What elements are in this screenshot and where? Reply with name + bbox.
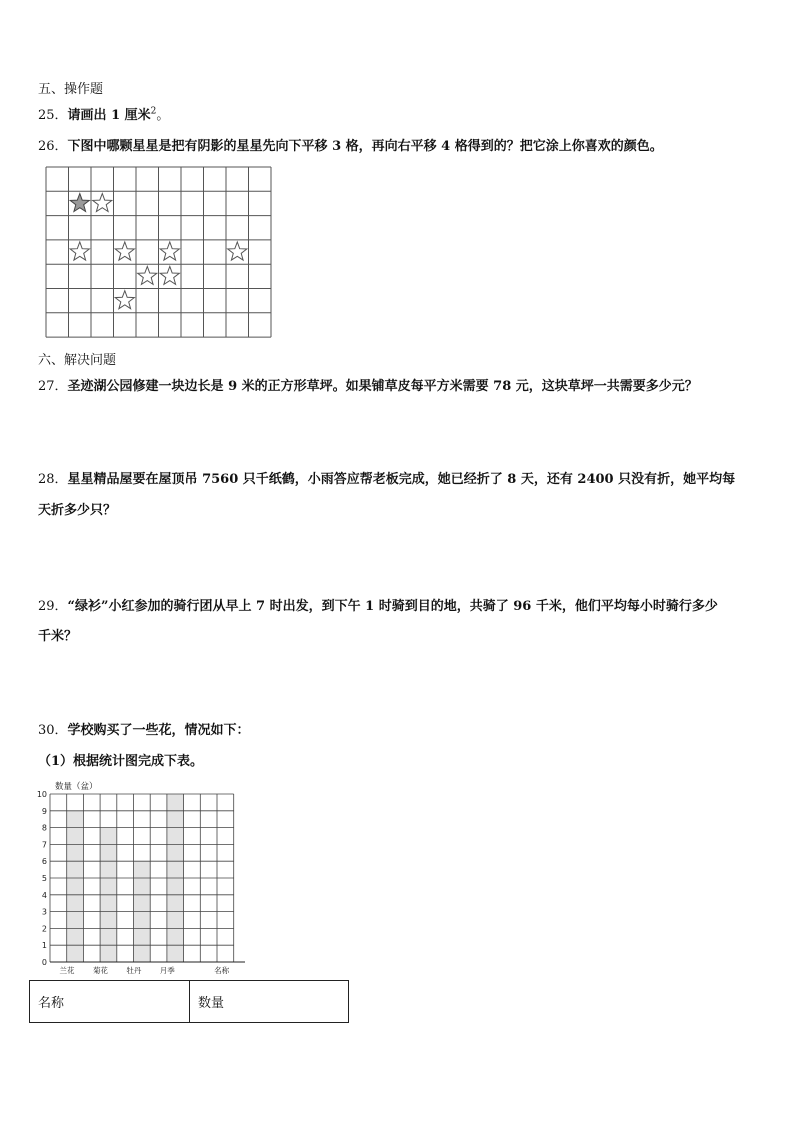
question-number: 25． — [38, 108, 68, 123]
star-outline-icon[interactable] — [115, 242, 134, 260]
table-header-name[interactable]: 名称 — [30, 981, 190, 1023]
question-25 — [38, 104, 169, 123]
question-number: 29． — [38, 599, 68, 614]
table-header-count[interactable]: 数量 — [190, 981, 349, 1023]
star-outline-icon[interactable] — [160, 266, 179, 284]
y-tick-label: 10 — [36, 790, 47, 799]
y-tick-label: 8 — [41, 823, 47, 833]
question-27 — [38, 375, 698, 394]
question-26 — [38, 135, 663, 154]
question-text: 下图中哪颗星星是把有阴影的星星先向下平移 3 格，再向右平移 4 格得到的？把它涂上你喜欢的颜色。 — [67, 139, 663, 154]
y-tick-label: 7 — [41, 840, 47, 850]
star-outline-icon[interactable] — [70, 242, 89, 260]
x-tick-label: 牡丹 — [126, 966, 142, 975]
shaded-star-icon — [70, 194, 89, 212]
question-text-line1: 星星精品屋要在屋顶吊 7560 只千纸鹤，小雨答应帮老板完成，她已经折了 8 天，还有 2400 只没有折，她平均每 — [67, 472, 736, 487]
superscript: 2 — [150, 106, 157, 117]
section-five-heading: 五、操作题 — [38, 82, 104, 97]
question-text-line1: “绿衫”小红参加的骑行团从早上 7 时出发，到下午 1 时骑到目的地，共骑了 96 千米，他们平均每小时骑行多少 — [67, 599, 718, 614]
question-number: 26． — [38, 139, 68, 154]
y-tick-label: 5 — [41, 874, 47, 883]
star-outline-icon[interactable] — [160, 242, 179, 260]
y-tick-label: 2 — [41, 924, 47, 934]
table-row — [30, 981, 349, 1023]
y-tick-label: 9 — [41, 806, 47, 816]
question-29-cont: 千米？ — [38, 629, 78, 644]
flower-bar-chart — [30, 776, 245, 980]
y-tick-label: 0 — [41, 958, 47, 967]
flower-bar-chart-svg — [30, 776, 245, 976]
star-outline-icon[interactable] — [228, 242, 247, 260]
question-tail: 。 — [156, 108, 170, 123]
flower-table — [29, 980, 349, 1023]
star-outline-icon[interactable] — [138, 266, 157, 284]
question-28 — [38, 468, 735, 487]
question-number: 27． — [38, 379, 68, 394]
question-number: 28． — [38, 472, 68, 487]
star-outline-icon[interactable] — [115, 291, 134, 309]
bar — [67, 811, 84, 962]
x-axis-label: 名称 — [214, 966, 230, 975]
question-30-sub1: （1）根据统计图完成下表。 — [38, 754, 204, 769]
y-tick-label: 3 — [41, 907, 47, 917]
star-outline-icon[interactable] — [93, 194, 112, 212]
star-grid-svg — [45, 166, 273, 340]
question-30 — [38, 719, 250, 738]
section-six-heading: 六、解决问题 — [38, 353, 117, 368]
question-29 — [38, 595, 718, 614]
star-grid — [45, 166, 273, 344]
x-tick-label: 菊花 — [92, 966, 108, 975]
question-text: 请画出 1 厘米 — [67, 108, 151, 123]
x-tick-label: 兰花 — [59, 966, 75, 975]
y-axis-label: 数量（盆） — [55, 782, 98, 792]
y-tick-label: 1 — [41, 941, 47, 951]
question-text: 圣迹湖公园修建一块边长是 9 米的正方形草坪。如果铺草皮每平方米需要 78 元，这块草坪一共需要多少元？ — [67, 379, 698, 394]
question-number: 30． — [38, 723, 68, 738]
y-tick-label: 6 — [41, 857, 47, 867]
question-text: 学校购买了一些花，情况如下： — [67, 723, 250, 738]
x-tick-label: 月季 — [159, 966, 175, 975]
y-tick-label: 4 — [41, 890, 47, 900]
question-28-cont: 天折多少只？ — [38, 503, 117, 518]
